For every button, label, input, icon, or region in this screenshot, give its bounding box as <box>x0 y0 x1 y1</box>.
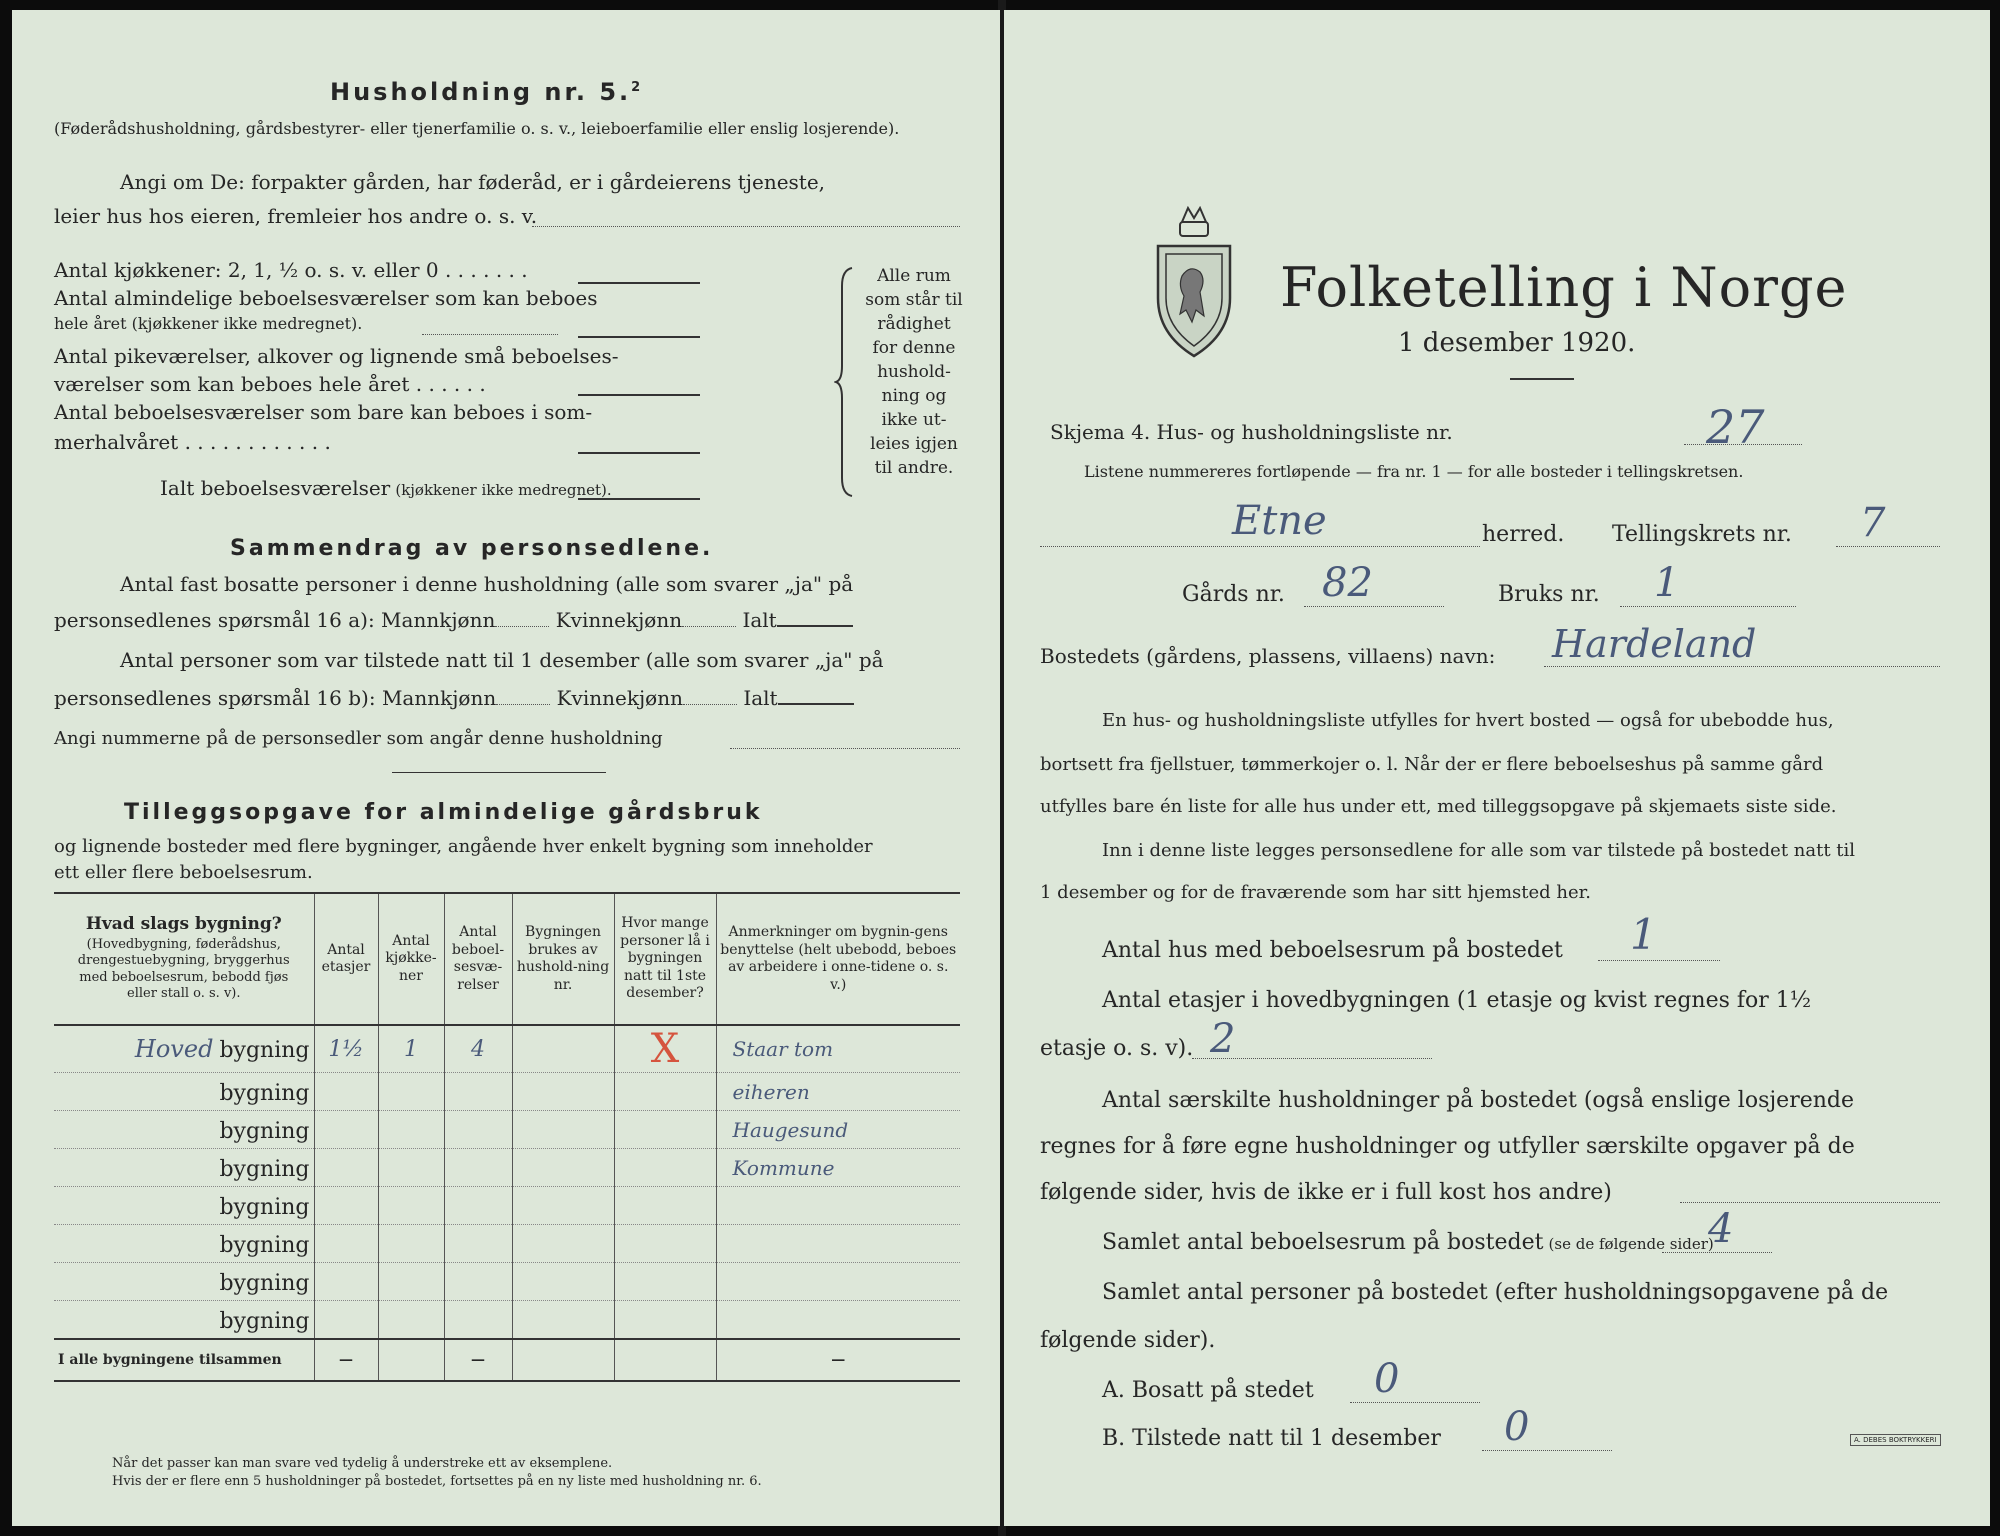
anmerkning-cell[interactable]: Staar tom <box>716 1025 960 1073</box>
vaerelser-cell[interactable] <box>444 1187 512 1225</box>
table-row <box>54 1025 960 1073</box>
para1-line3: utfylles bare én liste for alle hus under ett, med tilleggsopgave på skjemaets siste side. <box>1040 796 1837 817</box>
etasjer-line1: Antal etasjer i hovedbygningen (1 etasje og kvist regnes for 1½ <box>1102 988 1812 1013</box>
herred-value[interactable]: Etne <box>1232 498 1327 544</box>
vaerelser-cell[interactable] <box>444 1301 512 1340</box>
total-anmerkninger: — <box>716 1339 960 1381</box>
saer-line3: følgende sider, hvis de ikke er i full kost hos andre) <box>1040 1180 1612 1205</box>
krets-label: Tellingskrets nr. <box>1612 522 1792 547</box>
anmerkning-cell[interactable] <box>716 1301 960 1340</box>
building-type-cell[interactable] <box>54 1263 314 1301</box>
building-label: bygning <box>219 1270 310 1296</box>
personer-cell[interactable] <box>614 1301 716 1340</box>
printer-stamp: A. DEBES BOKTRYKKERI <box>1850 1434 1941 1446</box>
brukes-cell[interactable] <box>512 1225 614 1263</box>
building-type-cell[interactable] <box>54 1225 314 1263</box>
kjokkener-cell[interactable]: 1 <box>378 1025 444 1073</box>
nummerne-label: Angi nummerne på de personsedler som angår denne husholdning <box>54 728 663 749</box>
saer-line1: Antal særskilte husholdninger på bostedet (også enslige losjerende <box>1102 1088 1855 1113</box>
curly-brace <box>834 266 858 498</box>
kjokkener-cell[interactable] <box>378 1187 444 1225</box>
table-row <box>54 1263 960 1301</box>
sammendrag-line2: personsedlenes spørsmål 16 a): Mannkjønn Kvinnekjønn Ialt <box>54 608 853 632</box>
table-row <box>54 1301 960 1340</box>
right-page <box>1004 10 1990 1526</box>
anmerkning-cell[interactable] <box>716 1187 960 1225</box>
tillegg-title: Tilleggsopgave for almindelige gårdsbruk <box>124 800 763 825</box>
bosatt-value[interactable]: 0 <box>1374 1356 1400 1402</box>
etasjer-cell[interactable] <box>314 1111 378 1149</box>
total-kjokkener <box>378 1339 444 1381</box>
tilstede-label: B. Tilstede natt til 1 desember <box>1102 1426 1441 1451</box>
col-header-etasjer: Antal etasjer <box>314 893 378 1025</box>
samlet-pers-line2: følgende sider). <box>1040 1328 1216 1353</box>
table-row <box>54 1111 960 1149</box>
footnote-2: Hvis der er flere enn 5 husholdninger på bostedet, fortsettes på en ny liste med husholdning nr. 6. <box>112 1474 762 1489</box>
beboelse3-field[interactable] <box>578 452 700 454</box>
beboelse2b: værelser som kan beboes hele året . . . . . . <box>54 372 486 396</box>
building-type-cell[interactable] <box>54 1301 314 1340</box>
nummerne-field[interactable] <box>730 748 960 749</box>
section-divider <box>392 772 606 773</box>
vaerelser-cell[interactable] <box>444 1111 512 1149</box>
gards-value[interactable]: 82 <box>1322 560 1373 606</box>
vaerelser-cell[interactable] <box>444 1149 512 1187</box>
beboelse2a: Antal pikeværelser, alkover og lignende små beboelses- <box>54 344 619 368</box>
table-row <box>54 1073 960 1111</box>
building-label: bygning <box>219 1156 310 1182</box>
kjokkener-cell[interactable] <box>378 1225 444 1263</box>
personer-cell[interactable] <box>614 1263 716 1301</box>
krets-line <box>1836 546 1940 547</box>
bosted-line <box>1544 666 1940 667</box>
kjokkener-cell[interactable] <box>378 1111 444 1149</box>
brukes-cell[interactable] <box>512 1301 614 1340</box>
vaerelser-cell[interactable] <box>444 1073 512 1111</box>
building-type-cell[interactable] <box>54 1149 314 1187</box>
personer-cell[interactable] <box>614 1073 716 1111</box>
etasjer-cell[interactable] <box>314 1073 378 1111</box>
title-rule <box>1510 378 1574 380</box>
left-page <box>12 10 1000 1526</box>
sammendrag-line1: Antal fast bosatte personer i denne husholdning (alle som svarer „ja" på <box>120 572 854 596</box>
col-header-anmerkninger: Anmerkninger om bygnin-gens benyttelse (helt ubebodd, beboes av arbeidere i onne-tidene o. s. v.) <box>716 893 960 1025</box>
beboelse1a: Antal almindelige beboelsesværelser som kan beboes <box>54 286 598 310</box>
herred-line <box>1040 546 1480 547</box>
brace-note: Alle rum som står til rådighet for denne hushold- ning og ikke ut- leies igjen til andre. <box>865 266 963 478</box>
etasjer-line2: etasje o. s. v). <box>1040 1036 1194 1061</box>
brukes-cell[interactable] <box>512 1187 614 1225</box>
etasjer-cell[interactable] <box>314 1263 378 1301</box>
angi-line2: leier hus hos eieren, fremleier hos andre o. s. v. <box>54 204 538 228</box>
building-label: bygning <box>219 1194 310 1220</box>
beboelse2-field[interactable] <box>578 394 700 396</box>
sammendrag-title: Sammendrag av personsedlene. <box>230 536 714 561</box>
total-vaerelser: — <box>444 1339 512 1381</box>
antal-hus-line <box>1598 960 1720 961</box>
bosatt-line <box>1350 1402 1480 1403</box>
total-personer <box>614 1339 716 1381</box>
para1-line2: bortsett fra fjellstuer, tømmerkojer o. l. Når der er flere beboelseshus på samme gård <box>1040 754 1824 775</box>
personer-cell[interactable] <box>614 1149 716 1187</box>
footnote-1: Når det passer kan man svare ved tydelig å understreke ett av eksemplene. <box>112 1456 613 1471</box>
building-label: bygning <box>219 1038 310 1063</box>
building-type-cell[interactable] <box>54 1025 314 1073</box>
etasjer-value[interactable]: 2 <box>1210 1016 1236 1062</box>
personer-cell[interactable] <box>614 1225 716 1263</box>
samlet-pers-line1: Samlet antal personer på bostedet (efter husholdningsopgavene på de <box>1102 1280 1889 1305</box>
household-subtitle: (Føderådshusholdning, gårdsbestyrer- eller tjenerfamilie o. s. v., leieboerfamilie eller enslig losjerende). <box>54 119 900 138</box>
table-row <box>54 1225 960 1263</box>
samlet-rum-row: Samlet antal beboelsesrum på bostedet (se de følgende sider) <box>1102 1230 1714 1255</box>
antal-hus-label: Antal hus med beboelsesrum på bostedet <box>1102 938 1563 963</box>
anmerkning-cell[interactable] <box>716 1225 960 1263</box>
total-brukes <box>512 1339 614 1381</box>
bosted-value[interactable]: Hardeland <box>1552 622 1757 666</box>
herred-label: herred. <box>1482 522 1565 547</box>
listene-note: Listene nummereres fortløpende — fra nr. 1 — for alle bosteder i tellingskretsen. <box>1084 462 1744 481</box>
anmerkning-cell[interactable]: Kommune <box>716 1149 960 1187</box>
gards-label: Gårds nr. <box>1182 582 1285 607</box>
kjokkener-cell[interactable] <box>378 1301 444 1340</box>
beboelse1b: hele året (kjøkkener ikke medregnet). <box>54 314 363 333</box>
building-label: bygning <box>219 1080 310 1106</box>
bruks-value[interactable]: 1 <box>1654 560 1680 606</box>
etasjer-cell[interactable] <box>314 1301 378 1340</box>
vaerelser-cell[interactable]: 4 <box>444 1025 512 1073</box>
vaerelser-cell[interactable] <box>444 1225 512 1263</box>
col-header-kjokkener: Antal kjøkke-ner <box>378 893 444 1025</box>
tilstede-value[interactable]: 0 <box>1504 1404 1530 1450</box>
bosatt-label: A. Bosatt på stedet <box>1102 1378 1314 1403</box>
table-row <box>54 1187 960 1225</box>
ialt-field[interactable] <box>578 498 700 500</box>
saer-fill-line[interactable] <box>1680 1202 1940 1203</box>
etasjer-cell[interactable] <box>314 1149 378 1187</box>
skjema-nr-value[interactable]: 27 <box>1706 400 1765 454</box>
building-label: bygning <box>219 1308 310 1334</box>
etasjer-cell[interactable]: 1½ <box>314 1025 378 1073</box>
beboelse3b: merhalvåret . . . . . . . . . . . . <box>54 430 331 454</box>
building-prefix: Hoved <box>134 1035 214 1063</box>
kjokkener-field[interactable] <box>578 282 700 284</box>
sammendrag-line3: Antal personer som var tilstede natt til 1 desember (alle som svarer „ja" på <box>120 648 884 672</box>
kjokkener-cell[interactable] <box>378 1073 444 1111</box>
angi-line1: Angi om De: forpakter gården, har føderåd, er i gårdeierens tjeneste, <box>120 170 826 194</box>
buildings-table <box>54 892 960 1382</box>
brukes-cell[interactable] <box>512 1111 614 1149</box>
col-header-brukes: Bygningen brukes av hushold-ning nr. <box>512 893 614 1025</box>
building-type-cell[interactable] <box>54 1187 314 1225</box>
tillegg-sub1: og lignende bosteder med flere bygninger, angående hver enkelt bygning som inneholder <box>54 836 873 857</box>
gards-line <box>1304 606 1444 607</box>
para2-line2: 1 desember og for de fraværende som har sitt hjemsted her. <box>1040 882 1591 903</box>
anmerkning-cell[interactable]: Haugesund <box>716 1111 960 1149</box>
antal-hus-value[interactable]: 1 <box>1630 910 1657 959</box>
sammendrag-line4: personsedlenes spørsmål 16 b): Mannkjønn Kvinnekjønn Ialt <box>54 686 854 710</box>
brukes-cell[interactable] <box>512 1263 614 1301</box>
main-title: Folketelling i Norge <box>1280 256 1848 319</box>
beboelse1-dots <box>422 334 558 335</box>
para2-line1: Inn i denne liste legges personsedlene for alle som var tilstede på bostedet natt til <box>1102 840 1856 861</box>
bosted-label: Bostedets (gårdens, plassens, villaens) navn: <box>1040 644 1496 668</box>
samlet-rum-value[interactable]: 4 <box>1708 1206 1734 1252</box>
para1-line1: En hus- og husholdningsliste utfylles for hvert bosted — også for ubebodde hus, <box>1102 710 1834 731</box>
bruks-label: Bruks nr. <box>1498 582 1600 607</box>
table-row <box>54 1149 960 1187</box>
total-label: I alle bygningene tilsammen <box>54 1339 314 1381</box>
col-header-personer: Hvor mange personer lå i bygningen natt til 1ste desember? <box>614 893 716 1025</box>
beboelse1-field[interactable] <box>578 336 700 338</box>
kjokkener-cell[interactable] <box>378 1149 444 1187</box>
building-type-cell[interactable] <box>54 1073 314 1111</box>
etasjer-cell[interactable] <box>314 1187 378 1225</box>
saer-line2: regnes for å føre egne husholdninger og utfyller særskilte opgaver på de <box>1040 1134 1855 1159</box>
col-header-vaerelser: Antal beboel-sesvæ-relser <box>444 893 512 1025</box>
beboelse3a: Antal beboelsesværelser som bare kan beboes i som- <box>54 400 593 424</box>
census-date: 1 desember 1920. <box>1398 328 1636 358</box>
skjema-label: Skjema 4. Hus- og husholdningsliste nr. <box>1050 420 1453 444</box>
personer-cell[interactable]: X <box>614 1025 716 1073</box>
krets-value[interactable]: 7 <box>1860 500 1886 546</box>
tilstede-line <box>1482 1450 1612 1451</box>
personer-cell[interactable] <box>614 1187 716 1225</box>
tillegg-sub2: ett eller flere beboelsesrum. <box>54 862 313 883</box>
etasjer-cell[interactable] <box>314 1225 378 1263</box>
building-type-cell[interactable] <box>54 1111 314 1149</box>
vaerelser-cell[interactable] <box>444 1263 512 1301</box>
personer-cell[interactable] <box>614 1111 716 1149</box>
building-label: bygning <box>219 1118 310 1144</box>
household-title: Husholdning nr. 5.$^2$ <box>330 78 644 106</box>
coat-of-arms-icon <box>1152 206 1236 362</box>
bruks-line <box>1620 606 1796 607</box>
building-label: bygning <box>219 1232 310 1258</box>
samlet-rum-line <box>1662 1252 1772 1253</box>
ialt-row: Ialt beboelsesværelser (kjøkkener ikke medregnet). <box>160 476 612 500</box>
kjokkener-cell[interactable] <box>378 1263 444 1301</box>
total-etasjer: — <box>314 1339 378 1381</box>
anmerkning-cell[interactable]: eiheren <box>716 1073 960 1111</box>
anmerkning-cell[interactable] <box>716 1263 960 1301</box>
brukes-cell[interactable] <box>512 1149 614 1187</box>
kjokkener-label: Antal kjøkkener: 2, 1, ½ o. s. v. eller 0 . . . . . . . <box>54 258 528 282</box>
brukes-cell[interactable] <box>512 1073 614 1111</box>
col-header-building-type: Hvad slags bygning? (Hovedbygning, føderådshus, drengestuebygning, bryggerhus med beboelsesrum, bebodd fjøs eller stall o. s. v). <box>54 893 314 1025</box>
angi-fill-line <box>532 226 960 227</box>
brukes-cell[interactable] <box>512 1025 614 1073</box>
